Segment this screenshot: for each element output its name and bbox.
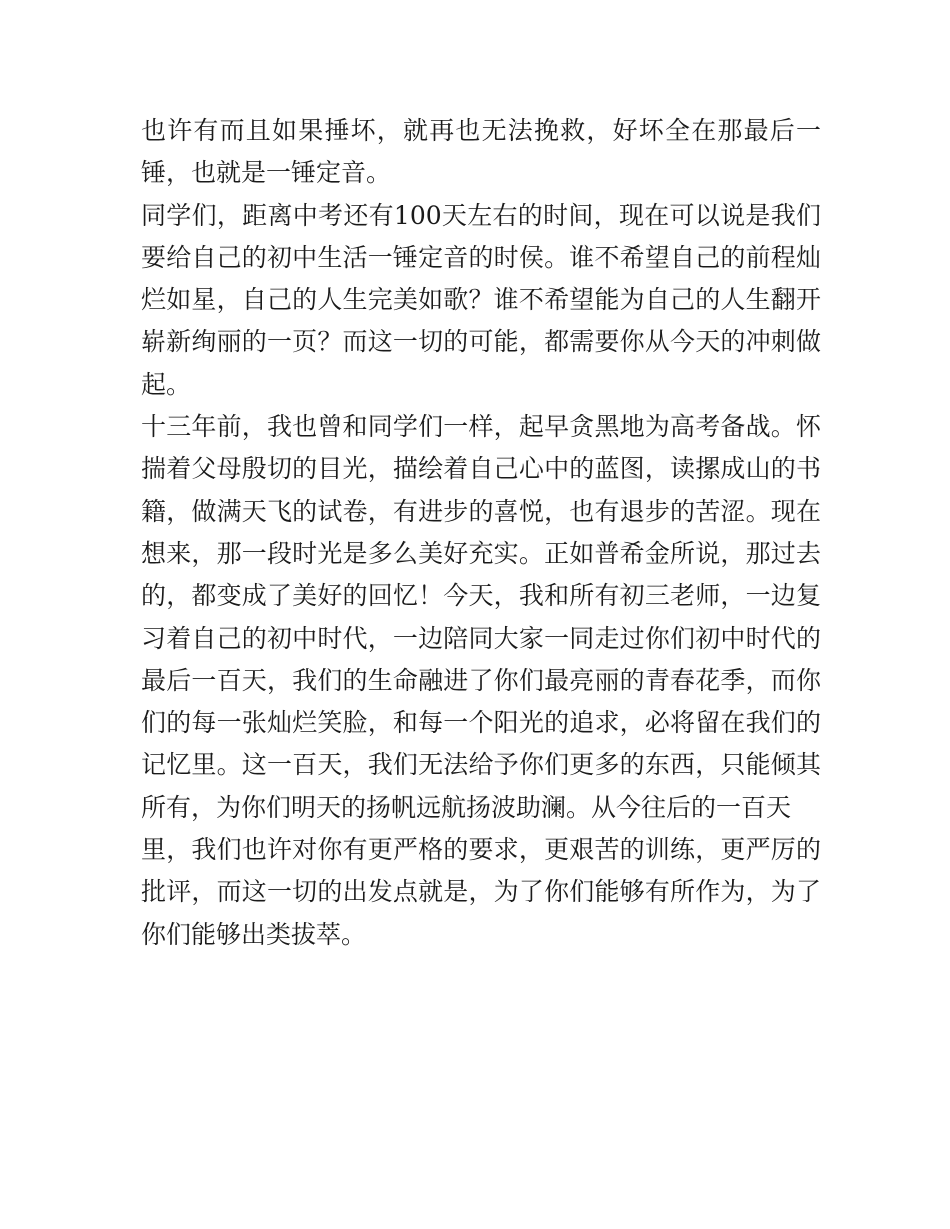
text-line: 批评，而这一切的出发点就是，为了你们能够有所作为，为了 [141, 877, 821, 907]
text-line: 锤，也就是一锤定音。 [141, 158, 392, 188]
text-line: 里，我们也许对你有更严格的要求，更艰苦的训练，更严厉的 [141, 835, 821, 865]
text-line: 十三年前，我也曾和同学们一样，起早贪黑地为高考备战。怀 [141, 412, 821, 442]
text-line: 们的每一张灿烂笑脸，和每一个阳光的追求，必将留在我们的 [141, 708, 821, 738]
paragraph-2 [141, 195, 821, 406]
text-line: 烂如星，自己的人生完美如歌？谁不希望能为自己的人生翻开 [141, 285, 821, 315]
text-line: 籍，做满天飞的试卷，有进步的喜悦，也有退步的苦涩。现在 [141, 496, 821, 526]
text-line: 记忆里。这一百天，我们无法给予你们更多的东西，只能倾其 [141, 750, 821, 780]
text-line: 所有，为你们明天的扬帆远航扬波助澜。从今往后的一百天 [141, 792, 792, 822]
text-line: 最后一百天，我们的生命融进了你们最亮丽的青春花季，而你 [141, 665, 821, 695]
text-line: 起。 [141, 369, 192, 399]
text-line: 揣着父母殷切的目光，描绘着自己心中的蓝图，读摞成山的书 [141, 454, 821, 484]
text-line: 你们能够出类拔萃。 [141, 919, 367, 949]
text-line: 崭新绚丽的一页？而这一切的可能，都需要你从今天的冲刺做 [141, 327, 821, 357]
text-line: 同学们，距离中考还有100天左右的时间，现在可以说是我们 [141, 200, 821, 230]
paragraph-3 [141, 406, 821, 956]
text-line: 想来，那一段时光是多么美好充实。正如普希金所说，那过去 [141, 538, 821, 568]
body-text [141, 110, 821, 956]
text-line: 也许有而且如果捶坏，就再也无法挽救，好坏全在那最后一 [141, 116, 821, 145]
text-line: 的，都变成了美好的回忆！今天，我和所有初三老师，一边复 [141, 581, 821, 611]
text-line: 习着自己的初中时代，一边陪同大家一同走过你们初中时代的 [141, 623, 821, 653]
text-line: 要给自己的初中生活一锤定音的时侯。谁不希望自己的前程灿 [141, 242, 821, 272]
paragraph-1 [141, 110, 821, 195]
